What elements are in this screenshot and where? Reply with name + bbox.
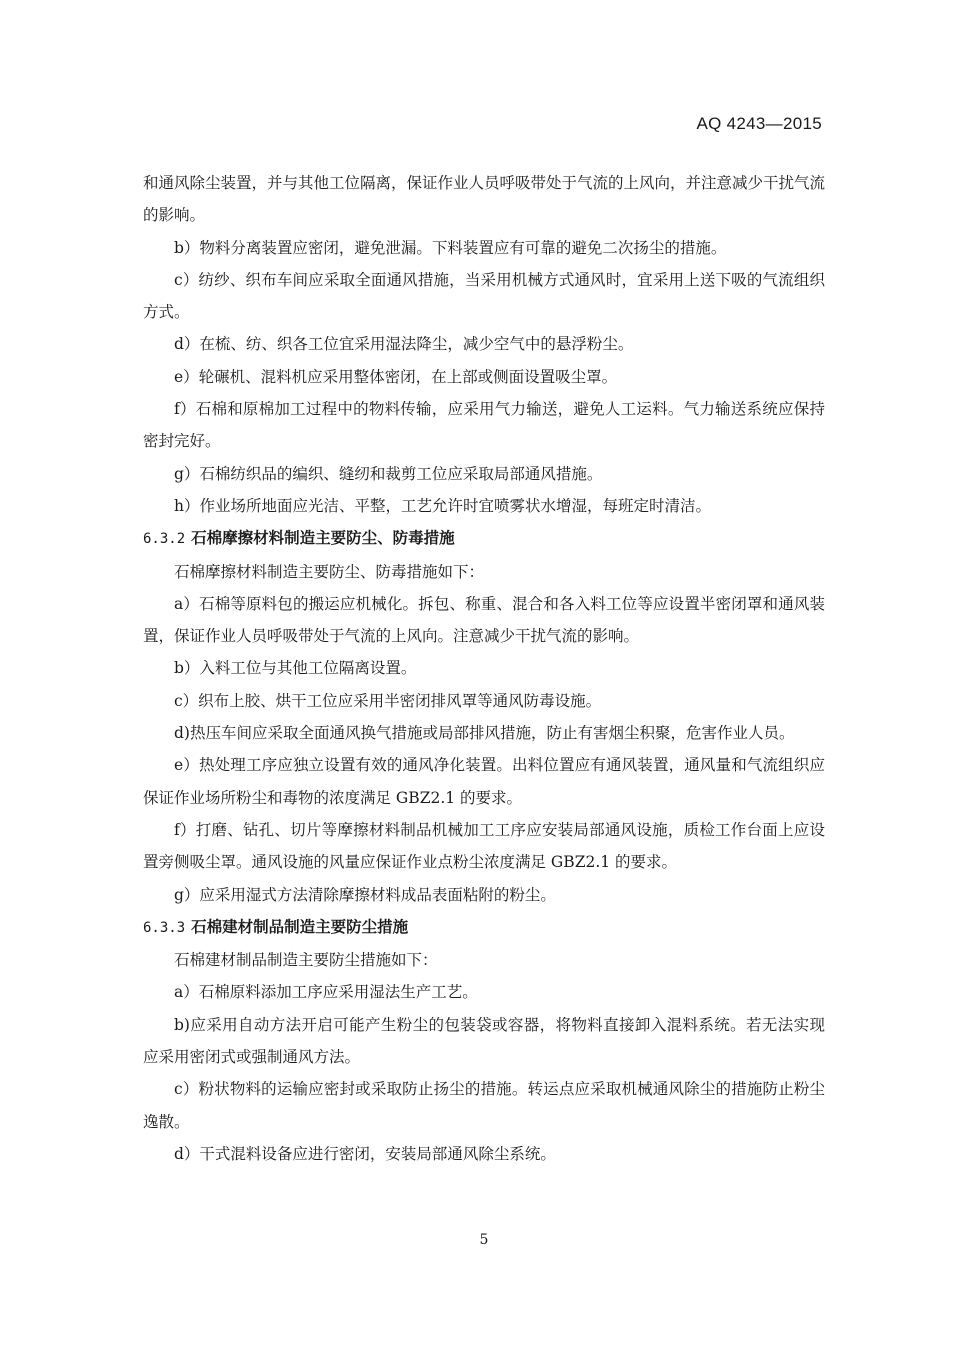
list-item-c: c）纺纱、织布车间应采取全面通风措施，当采用机械方式通风时，宜采用上送下吸的气流组织方式。 [143,270,825,322]
list-item-a: a）石棉原料添加工序应采用湿法生产工艺。 [174,983,478,1002]
list-item-d: d)热压车间应采取全面通风换气措施或局部排风措施，防止有害烟尘积聚，危害作业人员。 [174,724,795,743]
section-heading-6-3-2 [143,522,825,555]
section-intro: 石棉建材制品制造主要防尘措施如下： [174,951,438,970]
section-title: 石棉建材制品制造主要防尘措施 [191,917,409,936]
document-code: AQ 4243—2015 [696,114,822,133]
list-item-b: b)应采用自动方法开启可能产生粉尘的包装袋或容器，将物料直接卸入混料系统。若无法实现应采用密闭式或强制通风方法。 [143,1015,825,1067]
list-item-b: b）入料工位与其他工位隔离设置。 [174,659,417,678]
page-number: 5 [479,1232,489,1248]
paragraph-continuation: 和通风除尘装置，并与其他工位隔离，保证作业人员呼吸带处于气流的上风向，并注意减少干扰气流的影响。 [143,174,826,225]
list-item-g: g）石棉纺织品的编织、缝纫和裁剪工位应采取局部通风措施。 [174,464,603,483]
list-item-e: e）热处理工序应独立设置有效的通风净化装置。出料位置应有通风装置，通风量和气流组织应保证作业场所粉尘和毒物的浓度满足 GBZ2.1 的要求。 [143,756,825,807]
list-item-f: f）石棉和原棉加工过程中的物料传输，应采用气力输送，避免人工运料。气力输送系统应保持密封完好。 [143,400,825,451]
document-body [143,167,825,1170]
list-item-c: c）织布上胶、烘干工位应采用半密闭排风罩等通风防毒设施。 [174,691,602,710]
section-title: 石棉摩擦材料制造主要防尘、防毒措施 [191,529,455,548]
section-number: 6.3.2 [143,531,186,548]
list-item-d: d）在梳、纺、织各工位宜采用湿法降尘，减少空气中的悬浮粉尘。 [174,335,634,354]
list-item-a: a）石棉等原料包的搬运应机械化。拆包、称重、混合和各入料工位等应设置半密闭罩和通风装置，保证作业人员呼吸带处于气流的上风向。注意减少干扰气流的影响。 [143,594,825,646]
list-item-c: c）粉状物料的运输应密封或采取防止扬尘的措施。转运点应采取机械通风除尘的措施防止粉尘逸散。 [143,1080,825,1131]
list-item-f: f）打磨、钻孔、切片等摩擦材料制品机械加工工序应安装局部通风设施，质检工作台面上应设置旁侧吸尘罩。通风设施的风量应保证作业点粉尘浓度满足 GBZ2.1 的要求。 [143,820,825,872]
list-item-e: e）轮碾机、混料机应采用整体密闭，在上部或侧面设置吸尘罩。 [174,367,618,386]
section-intro: 石棉摩擦材料制造主要防尘、防毒措施如下： [174,562,485,581]
section-heading-6-3-3 [143,911,825,944]
section-number: 6.3.3 [143,919,186,936]
list-item-b: b）物料分离装置应密闭，避免泄漏。下料装置应有可靠的避免二次扬尘的措施。 [174,238,727,257]
list-item-h: h）作业场所地面应光洁、平整，工艺允许时宜喷雾状水增湿，每班定时清洁。 [174,496,711,515]
list-item-d: d）干式混料设备应进行密闭，安装局部通风除尘系统。 [174,1144,556,1163]
list-item-g: g）应采用湿式方法清除摩擦材料成品表面粘附的粉尘。 [174,885,556,904]
